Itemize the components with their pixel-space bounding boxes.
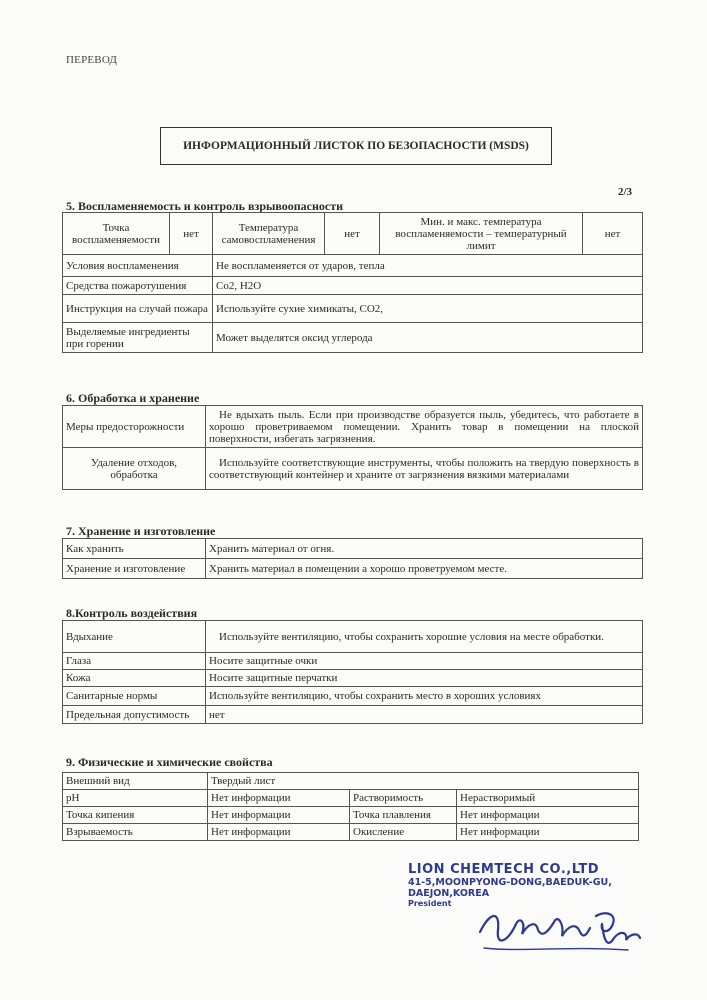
stamp-company-name: LION CHEMTECH CO.,LTD: [408, 862, 599, 877]
property-value: Нет информации: [208, 790, 350, 807]
stamp-address-line: DAEJON,KOREA: [408, 888, 490, 899]
property-label: Точка кипения: [63, 807, 208, 824]
table-row: [63, 539, 643, 559]
translation-label: ПЕРЕВОД: [66, 54, 118, 66]
table-row: [63, 773, 639, 790]
table-row: [63, 448, 643, 490]
property-label: Точка плавления: [350, 807, 457, 824]
section-7-table: [62, 538, 643, 579]
row-value: Co2, H2O: [213, 277, 643, 295]
table-row: [63, 670, 643, 687]
section-9-heading: 9. Физические и химические свойства: [66, 755, 273, 769]
row-label: Вдыхание: [63, 621, 206, 653]
table-row: [63, 653, 643, 670]
autoignition-label: Температура самовоспламенения: [213, 213, 325, 255]
row-label: Санитарные нормы: [63, 687, 206, 706]
table-row: [63, 706, 643, 724]
table-row: [63, 790, 639, 807]
row-label: Удаление отходов, обработка: [63, 448, 206, 490]
row-value: Не вдыхать пыль. Если при производстве образуется пыль, убедитесь, что работаете в хорошо проветриваемом помещении. Хранить товар в помещении на плоской поверхности, избегать загрязнения.: [206, 406, 643, 448]
property-label: Окисление: [350, 824, 457, 841]
flash-point-value: нет: [170, 213, 213, 255]
table-row: [63, 559, 643, 579]
section-7-heading: 7. Хранение и изготовление: [66, 524, 216, 538]
row-value: Используйте вентиляцию, чтобы сохранить хорошие условия на месте обработки.: [206, 621, 643, 653]
row-label: Инструкция на случай пожара: [63, 295, 213, 323]
appearance-label: Внешний вид: [63, 773, 208, 790]
table-row: [63, 323, 643, 353]
table-row: [63, 807, 639, 824]
property-value: Нет информации: [208, 824, 350, 841]
row-value: Хранить материал в помещении а хорошо проветруемом месте.: [206, 559, 643, 579]
flammability-limits-label: Мин. и макс. температура воспламеняемости – температурный лимит: [380, 213, 583, 255]
property-label: pH: [63, 790, 208, 807]
appearance-value: Твердый лист: [208, 773, 639, 790]
row-label: Меры предосторожности: [63, 406, 206, 448]
row-value: Используйте вентиляцию, чтобы сохранить место в хороших условиях: [206, 687, 643, 706]
row-value: Носите защитные очки: [206, 653, 643, 670]
row-value: Носите защитные перчатки: [206, 670, 643, 687]
table-row: [63, 255, 643, 277]
row-label: Кожа: [63, 670, 206, 687]
section-5-heading: 5. Воспламеняемость и контроль взрывоопасности: [66, 199, 344, 213]
section-6-table: [62, 405, 643, 490]
row-value: Не воспламеняется от ударов, тепла: [213, 255, 643, 277]
table-row: [63, 406, 643, 448]
row-value: Хранить материал от огня.: [206, 539, 643, 559]
row-value: Может выделятся оксид углерода: [213, 323, 643, 353]
document-title: ИНФОРМАЦИОННЫЙ ЛИСТОК ПО БЕЗОПАСНОСТИ (MSDS): [160, 127, 552, 165]
company-stamp: [408, 862, 648, 962]
table-row: [63, 213, 643, 255]
section-8-table: [62, 620, 643, 724]
flash-point-label: Точка воспламеняемости: [63, 213, 170, 255]
row-label: Предельная допустимость: [63, 706, 206, 724]
table-row: [63, 824, 639, 841]
table-row: [63, 687, 643, 706]
section-8-heading: 8.Контроль воздействия: [66, 606, 198, 620]
property-value: Нет информации: [457, 807, 639, 824]
row-label: Средства пожаротушения: [63, 277, 213, 295]
section-5-table: [62, 212, 643, 353]
row-value: Используйте соответствующие инструменты, чтобы положить на твердую поверхность в соответствующий контейнер и храните от загрязнения вязкими материалами: [206, 448, 643, 490]
stamp-role: President: [408, 899, 452, 908]
table-row: [63, 295, 643, 323]
stamp-address-line: 41-5,MOONPYONG-DONG,BAEDUK-GU,: [408, 877, 612, 888]
flammability-limits-value: нет: [583, 213, 643, 255]
section-9-table: [62, 772, 639, 841]
row-label: Условия воспламенения: [63, 255, 213, 277]
row-label: Хранение и изготовление: [63, 559, 206, 579]
page-number: 2/3: [618, 186, 633, 198]
property-label: Взрываемость: [63, 824, 208, 841]
autoignition-value: нет: [325, 213, 380, 255]
property-value: Нерастворимый: [457, 790, 639, 807]
property-value: Нет информации: [208, 807, 350, 824]
table-row: [63, 277, 643, 295]
row-label: Выделяемые ингредиенты при горении: [63, 323, 213, 353]
row-value: Используйте сухие химикаты, CO2,: [213, 295, 643, 323]
section-6-heading: 6. Обработка и хранение: [66, 391, 200, 405]
table-row: [63, 621, 643, 653]
signature-icon: [478, 902, 643, 957]
row-label: Глаза: [63, 653, 206, 670]
property-label: Растворимость: [350, 790, 457, 807]
row-value: нет: [206, 706, 643, 724]
property-value: Нет информации: [457, 824, 639, 841]
row-label: Как хранить: [63, 539, 206, 559]
